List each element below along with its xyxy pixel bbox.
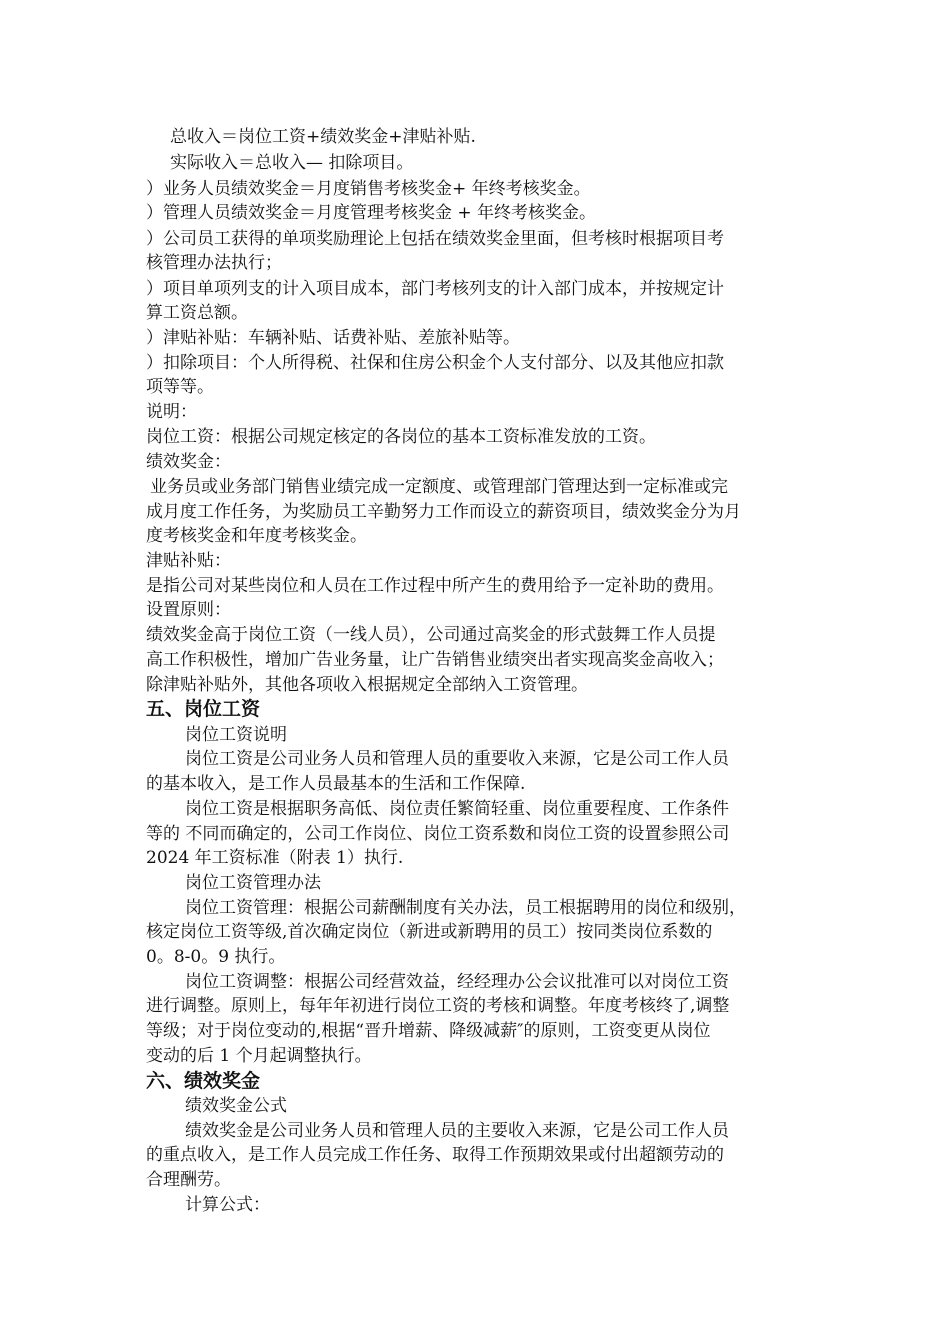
text-line: 绩效奖金公式	[185, 1096, 287, 1116]
text-line: 业务员或业务部门销售业绩完成一定额度、或管理部门管理达到一定标准或完	[150, 477, 728, 497]
text-line: 2024 年工资标准（附表 1）执行.	[146, 848, 404, 868]
text-line: 岗位工资说明	[185, 725, 287, 745]
text-line: 核管理办法执行；	[146, 253, 282, 273]
text-line: 进行调整。原则上，每年年初进行岗位工资的考核和调整。年度考核终了,调整	[146, 996, 730, 1016]
text-line: 岗位工资调整：根据公司经营效益，经经理办公会议批准可以对岗位工资	[185, 972, 729, 992]
text-line: 总收入＝岗位工资+绩效奖金+津贴补贴.	[170, 127, 476, 147]
text-line: 的基本收入，是工作人员最基本的生活和工作保障.	[146, 774, 526, 794]
text-line: 岗位工资是根据职务高低、岗位责任繁简轻重、岗位重要程度、工作条件	[185, 799, 729, 819]
text-line: 核定岗位工资等级,首次确定岗位（新进或新聘用的员工）按同类岗位系数的	[146, 922, 713, 942]
text-line: 计算公式：	[185, 1195, 270, 1215]
text-line: 绩效奖金是公司业务人员和管理人员的主要收入来源，它是公司工作人员	[185, 1121, 729, 1141]
text-line: 岗位工资管理：根据公司薪酬制度有关办法，员工根据聘用的岗位和级别，	[185, 898, 746, 918]
text-line: 是指公司对某些岗位和人员在工作过程中所产生的费用给予一定补助的费用。	[146, 576, 724, 596]
text-line: 实际收入＝总收入— 扣除项目。	[170, 153, 414, 173]
text-line: 高工作积极性，增加广告业务量，让广告销售业绩突出者实现高奖金高收入；	[146, 650, 724, 670]
text-line: 绩效奖金：	[146, 452, 231, 472]
text-line: 津贴补贴：	[146, 551, 231, 571]
section-heading: 五、岗位工资	[146, 698, 261, 720]
text-line: ）项目单项列支的计入项目成本，部门考核列支的计入部门成本，并按规定计	[146, 279, 724, 299]
text-line: 成月度工作任务，为奖励员工辛勤努力工作而设立的薪资项目，绩效奖金分为月	[146, 502, 741, 522]
text-line: 的重点收入，是工作人员完成工作任务、取得工作预期效果或付出超额劳动的	[146, 1145, 724, 1165]
text-line: 除津贴补贴外，其他各项收入根据规定全部纳入工资管理。	[146, 675, 588, 695]
text-line: 设置原则：	[146, 600, 231, 620]
text-line: 岗位工资是公司业务人员和管理人员的重要收入来源，它是公司工作人员	[185, 749, 729, 769]
text-line: 岗位工资管理办法	[185, 873, 321, 893]
section-heading: 六、绩效奖金	[146, 1070, 261, 1092]
text-line: 变动的后 1 个月起调整执行。	[146, 1046, 372, 1066]
text-line: 0。8-0。9 执行。	[146, 947, 286, 967]
text-line: 说明：	[146, 402, 197, 422]
text-line: ）津贴补贴：车辆补贴、话费补贴、差旅补贴等。	[146, 328, 520, 348]
text-line: 项等等。	[146, 377, 214, 397]
text-line: ）公司员工获得的单项奖励理论上包括在绩效奖金里面，但考核时根据项目考	[146, 229, 724, 249]
text-line: 度考核奖金和年度考核奖金。	[146, 526, 367, 546]
text-line: ）管理人员绩效奖金＝月度管理考核奖金 + 年终考核奖金。	[146, 203, 597, 223]
text-line: 等级；对于岗位变动的,根据“晋升增薪、降级减薪″的原则，工资变更从岗位	[146, 1021, 711, 1041]
text-line: ）业务人员绩效奖金＝月度销售考核奖金+ 年终考核奖金。	[146, 179, 591, 199]
text-line: 绩效奖金高于岗位工资（一线人员），公司通过高奖金的形式鼓舞工作人员提	[146, 625, 716, 645]
text-line: 岗位工资：根据公司规定核定的各岗位的基本工资标准发放的工资。	[146, 427, 656, 447]
text-line: 合理酬劳。	[146, 1170, 231, 1190]
text-line: 算工资总额。	[146, 303, 248, 323]
text-line: 等的 不同而确定的，公司工作岗位、岗位工资系数和岗位工资的设置参照公司	[146, 824, 730, 844]
text-line: ）扣除项目：个人所得税、社保和住房公积金个人支付部分、以及其他应扣款	[146, 353, 724, 373]
